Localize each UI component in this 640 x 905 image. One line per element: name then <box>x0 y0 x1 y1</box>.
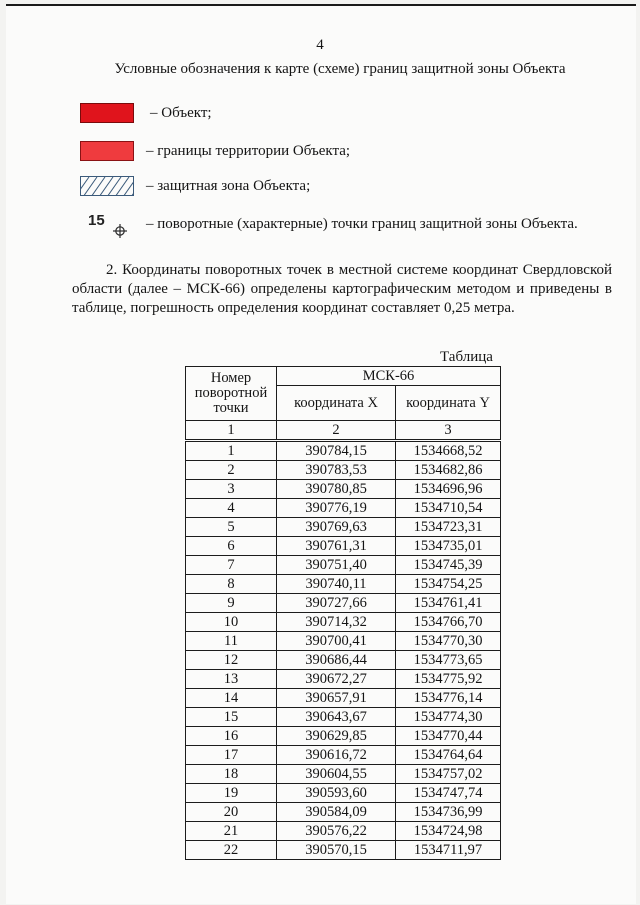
table-row <box>186 632 501 651</box>
point-number-cell: 16 <box>186 727 277 746</box>
coord-y-cell: 1534773,65 <box>396 651 501 670</box>
table-row <box>186 803 501 822</box>
hatched-swatch <box>80 176 134 196</box>
coord-y-cell: 1534736,99 <box>396 803 501 822</box>
point-number-cell: 14 <box>186 689 277 708</box>
coord-x-cell: 390584,09 <box>277 803 396 822</box>
coord-x-cell: 390784,15 <box>277 441 396 461</box>
legend-text-object: – Объект; <box>150 105 212 121</box>
point-number-cell: 5 <box>186 518 277 537</box>
coord-y-cell: 1534747,74 <box>396 784 501 803</box>
coord-x-cell: 390570,15 <box>277 841 396 860</box>
column-number: 1 <box>186 421 277 441</box>
table-row <box>186 441 501 461</box>
coord-y-cell: 1534735,01 <box>396 537 501 556</box>
header-msk66: МСК-66 <box>277 367 501 386</box>
point-number-cell: 6 <box>186 537 277 556</box>
coord-y-cell: 1534682,86 <box>396 461 501 480</box>
header-coord-x: координата X <box>277 386 396 421</box>
point-number-cell: 20 <box>186 803 277 822</box>
coord-x-cell: 390761,31 <box>277 537 396 556</box>
table-row <box>186 556 501 575</box>
crosshair-point-icon <box>88 212 132 242</box>
table-row <box>186 499 501 518</box>
coord-y-cell: 1534710,54 <box>396 499 501 518</box>
table-row <box>186 537 501 556</box>
point-number-cell: 15 <box>186 708 277 727</box>
coord-x-cell: 390714,32 <box>277 613 396 632</box>
table-row <box>186 461 501 480</box>
point-number-label: 15 <box>88 212 105 229</box>
coord-x-cell: 390686,44 <box>277 651 396 670</box>
point-number-cell: 10 <box>186 613 277 632</box>
paragraph-text: 2. Координаты поворотных точек в местной системе координат Свердловской области (далее – МСК-66) определены картографическим методом и приведены в таблице, погрешность определения координат составляет 0,25 метра. <box>72 262 612 316</box>
table-row <box>186 518 501 537</box>
coord-y-cell: 1534764,64 <box>396 746 501 765</box>
coord-x-cell: 390780,85 <box>277 480 396 499</box>
point-number-cell: 1 <box>186 441 277 461</box>
table-row <box>186 765 501 784</box>
table-row <box>186 727 501 746</box>
column-number-row <box>186 421 501 441</box>
coord-y-cell: 1534770,30 <box>396 632 501 651</box>
point-number-cell: 8 <box>186 575 277 594</box>
point-number-cell: 9 <box>186 594 277 613</box>
point-number-cell: 13 <box>186 670 277 689</box>
table-row <box>186 613 501 632</box>
coord-y-cell: 1534754,25 <box>396 575 501 594</box>
table-row <box>186 480 501 499</box>
table-row <box>186 841 501 860</box>
coord-y-cell: 1534723,31 <box>396 518 501 537</box>
legend-text-boundary: – границы территории Объекта; <box>146 143 351 159</box>
coord-x-cell: 390629,85 <box>277 727 396 746</box>
table-row <box>186 670 501 689</box>
coord-x-cell: 390616,72 <box>277 746 396 765</box>
coord-y-cell: 1534775,92 <box>396 670 501 689</box>
coord-y-cell: 1534774,30 <box>396 708 501 727</box>
coord-y-cell: 1534724,98 <box>396 822 501 841</box>
column-number: 3 <box>396 421 501 441</box>
table-row <box>186 746 501 765</box>
table-row <box>186 784 501 803</box>
point-number-cell: 4 <box>186 499 277 518</box>
coord-y-cell: 1534770,44 <box>396 727 501 746</box>
coord-y-cell: 1534766,70 <box>396 613 501 632</box>
coord-y-cell: 1534776,14 <box>396 689 501 708</box>
table-row <box>186 651 501 670</box>
coord-x-cell: 390593,60 <box>277 784 396 803</box>
table-header-row <box>186 367 501 386</box>
coord-x-cell: 390769,63 <box>277 518 396 537</box>
legend-text-point: – поворотные (характерные) точки границ защитной зоны Объекта. <box>146 216 578 232</box>
point-number-cell: 12 <box>186 651 277 670</box>
point-number-cell: 11 <box>186 632 277 651</box>
coord-y-cell: 1534696,96 <box>396 480 501 499</box>
point-number-cell: 7 <box>186 556 277 575</box>
table-row <box>186 575 501 594</box>
point-number-cell: 19 <box>186 784 277 803</box>
column-number: 2 <box>277 421 396 441</box>
red-fill-swatch <box>80 103 134 123</box>
point-number-cell: 21 <box>186 822 277 841</box>
coord-x-cell: 390604,55 <box>277 765 396 784</box>
coord-x-cell: 390657,91 <box>277 689 396 708</box>
coord-y-cell: 1534745,39 <box>396 556 501 575</box>
coord-x-cell: 390740,11 <box>277 575 396 594</box>
header-point-number: Номер поворотной точки <box>186 367 277 421</box>
coord-y-cell: 1534711,97 <box>396 841 501 860</box>
point-number-cell: 18 <box>186 765 277 784</box>
coord-y-cell: 1534757,02 <box>396 765 501 784</box>
table-row <box>186 708 501 727</box>
header-coord-y: координата Y <box>396 386 501 421</box>
coord-x-cell: 390751,40 <box>277 556 396 575</box>
legend-title: Условные обозначения к карте (схеме) границ защитной зоны Объекта <box>114 61 566 77</box>
coord-x-cell: 390672,27 <box>277 670 396 689</box>
coord-x-cell: 390727,66 <box>277 594 396 613</box>
legend-text-zone: – защитная зона Объекта; <box>146 178 311 194</box>
table-row <box>186 822 501 841</box>
coord-x-cell: 390700,41 <box>277 632 396 651</box>
coord-y-cell: 1534668,52 <box>396 441 501 461</box>
table-caption: Таблица <box>440 349 493 365</box>
coord-x-cell: 390643,67 <box>277 708 396 727</box>
red-boundary-swatch <box>80 141 134 161</box>
coord-y-cell: 1534761,41 <box>396 594 501 613</box>
point-number-cell: 22 <box>186 841 277 860</box>
point-number-cell: 17 <box>186 746 277 765</box>
table-row <box>186 594 501 613</box>
page-number: 4 <box>316 37 324 53</box>
coord-x-cell: 390776,19 <box>277 499 396 518</box>
coordinates-table <box>185 366 501 860</box>
point-number-cell: 3 <box>186 480 277 499</box>
coord-x-cell: 390783,53 <box>277 461 396 480</box>
coord-x-cell: 390576,22 <box>277 822 396 841</box>
point-number-cell: 2 <box>186 461 277 480</box>
coordinates-paragraph <box>72 261 612 318</box>
table-row <box>186 689 501 708</box>
